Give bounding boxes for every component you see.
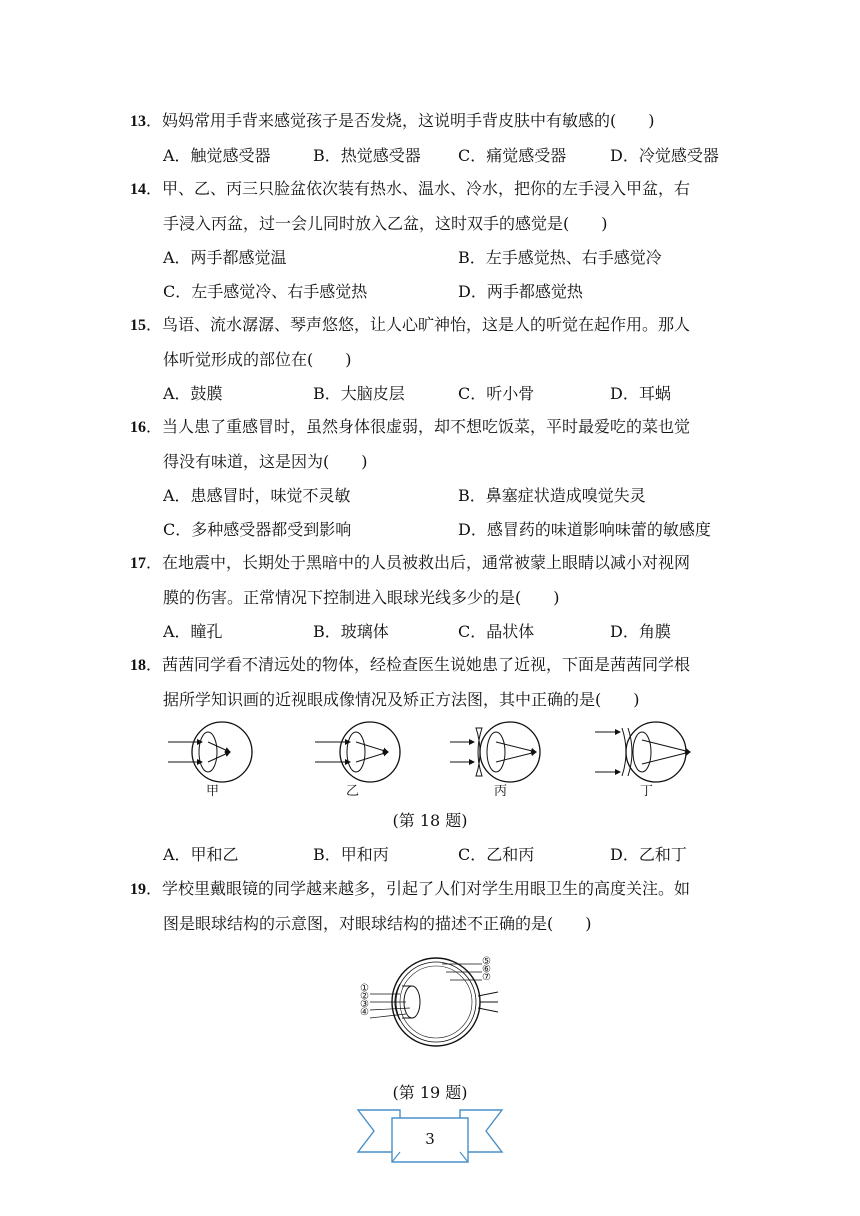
question-stem-line1: ．茜茜同学看不清远处的物体，经检查医生说她患了近视，下面是茜茜同学根 [146, 655, 691, 674]
option-d[interactable]: D．耳蜗 [610, 384, 671, 403]
eye-label-2: ② [360, 991, 369, 1002]
options-row [130, 838, 735, 872]
question-stem-line2: 据所学知识画的近视眼成像情况及矫正方法图，其中正确的是( ) [163, 690, 640, 709]
option-c[interactable]: C．左手感觉冷、右手感觉热 [163, 282, 368, 301]
question-14 [130, 172, 735, 309]
question-16 [130, 410, 735, 547]
option-d[interactable]: D．感冒药的味道影响味蕾的敏感度 [458, 520, 711, 539]
option-d[interactable]: D．两手都感觉热 [458, 282, 583, 301]
myopia-diagrams [160, 718, 720, 798]
eye-diagram-jia [168, 722, 252, 782]
question-number: 15 [130, 317, 146, 334]
eye-diagram-yi [315, 722, 400, 782]
eye-label-4: ④ [360, 1007, 369, 1018]
options-row-1 [130, 241, 735, 275]
option-c[interactable]: C．多种感受器都受到影响 [163, 520, 352, 539]
question-18-options [130, 838, 735, 872]
option-d[interactable]: D．角膜 [610, 622, 671, 641]
figure-caption-19: (第 19 题) [392, 1083, 468, 1102]
eye-structure-diagram [362, 952, 502, 1060]
option-b[interactable]: B．鼻塞症状造成嗅觉失灵 [458, 486, 646, 505]
eye-labels-right [482, 958, 494, 982]
figure-label-jia: 甲 [206, 784, 220, 799]
options-row-1 [130, 479, 735, 513]
option-d[interactable]: D．冷觉感受器 [610, 146, 719, 165]
question-stem-line1: ．甲、乙、丙三只脸盆依次装有热水、温水、冷水，把你的左手浸入甲盆，右 [146, 179, 691, 198]
question-stem-line2: 图是眼球结构的示意图，对眼球结构的描述不正确的是( ) [163, 914, 592, 933]
eye-labels-left [360, 985, 372, 1017]
figure-label-yi: 乙 [346, 784, 360, 799]
question-number: 18 [130, 657, 146, 674]
option-a[interactable]: A．触觉感受器 [163, 146, 271, 165]
question-19 [130, 872, 735, 941]
question-stem: ．妈妈常用手背来感觉孩子是否发烧，这说明手背皮肤中有敏感的( ) [146, 111, 655, 130]
option-a[interactable]: A．两手都感觉温 [163, 248, 287, 267]
figure-caption-18: (第 18 题) [392, 811, 468, 830]
question-stem-line1: ．在地震中，长期处于黑暗中的人员被救出后，通常被蒙上眼睛以减小对视网 [146, 553, 691, 572]
option-b[interactable]: B．左手感觉热、右手感觉冷 [458, 248, 662, 267]
question-number: 13 [130, 113, 146, 130]
option-a[interactable]: A．患感冒时，味觉不灵敏 [163, 486, 351, 505]
option-a[interactable]: A．鼓膜 [163, 384, 223, 403]
eye-label-3: ③ [360, 999, 369, 1010]
option-c[interactable]: C．晶状体 [458, 622, 535, 641]
eye-diagram-ding [595, 722, 690, 782]
option-b[interactable]: B．玻璃体 [313, 622, 389, 641]
options-row [130, 377, 735, 411]
question-18 [130, 648, 735, 717]
question-number: 16 [130, 419, 146, 436]
question-stem-line2: 膜的伤害。正常情况下控制进入眼球光线多少的是( ) [163, 588, 560, 607]
option-a[interactable]: A．甲和乙 [163, 845, 239, 864]
option-b[interactable]: B．大脑皮层 [313, 384, 405, 403]
option-a[interactable]: A．瞳孔 [163, 622, 223, 641]
figure-label-bing: 丙 [494, 784, 508, 799]
eye-label-7: ⑦ [482, 972, 491, 983]
option-c[interactable]: C．听小骨 [458, 384, 535, 403]
figure-label-ding: 丁 [640, 784, 654, 799]
eye-diagram-bing [450, 722, 540, 782]
question-15 [130, 308, 735, 411]
eye-label-1: ① [360, 983, 369, 994]
options-row-2 [130, 513, 735, 547]
question-17 [130, 546, 735, 649]
option-c[interactable]: C．痛觉感受器 [458, 146, 567, 165]
question-stem-line1: ．学校里戴眼镜的同学越来越多，引起了人们对学生用眼卫生的高度关注。如 [146, 879, 691, 898]
question-number: 17 [130, 555, 146, 572]
question-stem-line2: 手浸入丙盆，过一会儿同时放入乙盆，这时双手的感觉是( ) [163, 214, 608, 233]
question-stem-line1: ．当人患了重感冒时，虽然身体很虚弱，却不想吃饭菜，平时最爱吃的菜也觉 [146, 417, 691, 436]
question-number: 19 [130, 881, 146, 898]
question-stem-line1: ．鸟语、流水潺潺、琴声悠悠，让人心旷神怡，这是人的听觉在起作用。那人 [146, 315, 691, 334]
option-c[interactable]: C．乙和丙 [458, 845, 535, 864]
question-13 [130, 104, 735, 173]
option-d[interactable]: D．乙和丁 [610, 845, 687, 864]
question-stem-line2: 体听觉形成的部位在( ) [163, 350, 352, 369]
question-stem-line2: 得没有味道，这是因为( ) [163, 452, 368, 471]
options-row-2 [130, 275, 735, 309]
option-b[interactable]: B．热觉感受器 [313, 146, 421, 165]
option-b[interactable]: B．甲和丙 [313, 845, 389, 864]
options-row [130, 139, 735, 173]
eye-label-6: ⑥ [482, 964, 491, 975]
question-number: 14 [130, 181, 146, 198]
options-row [130, 615, 735, 649]
page-number: 3 [425, 1130, 435, 1148]
eye-label-5: ⑤ [482, 956, 491, 967]
